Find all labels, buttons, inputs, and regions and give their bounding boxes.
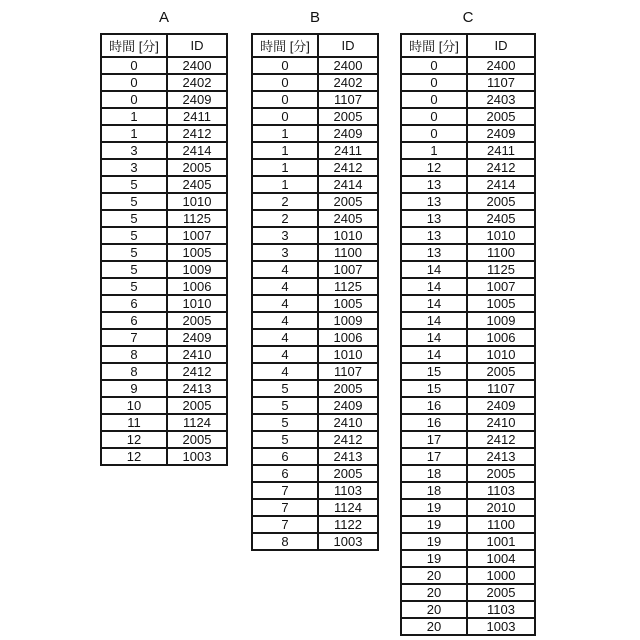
table-row [401,278,535,295]
time-cell: 4 [252,261,318,278]
id-cell: 2005 [318,380,378,397]
time-cell: 12 [101,431,167,448]
id-cell: 2413 [318,448,378,465]
table-row [401,159,535,176]
time-cell: 4 [252,363,318,380]
time-cell: 1 [252,125,318,142]
time-cell: 18 [401,465,467,482]
id-cell: 2400 [167,57,227,74]
id-cell: 1100 [467,516,535,533]
id-cell: 2400 [318,57,378,74]
time-cell: 8 [101,363,167,380]
table-row [252,482,378,499]
id-cell: 1010 [467,227,535,244]
table-row [401,465,535,482]
table-c-header-row [401,34,535,57]
time-cell: 6 [101,312,167,329]
table-row [401,516,535,533]
time-cell: 13 [401,210,467,227]
id-cell: 2005 [467,465,535,482]
time-cell: 12 [401,159,467,176]
id-cell: 1010 [318,346,378,363]
table-row [401,346,535,363]
id-cell: 2409 [467,397,535,414]
table-row [101,448,227,465]
table-row [401,329,535,346]
table-row [101,210,227,227]
time-cell: 5 [101,210,167,227]
table-row [401,176,535,193]
table-row [252,227,378,244]
table-row [401,57,535,74]
id-cell: 1100 [467,244,535,261]
time-cell: 2 [252,193,318,210]
time-cell: 4 [252,346,318,363]
time-cell: 1 [401,142,467,159]
id-cell: 2414 [467,176,535,193]
table-row [101,414,227,431]
id-cell: 1125 [167,210,227,227]
table-b-title: B [309,9,320,26]
time-cell: 7 [252,482,318,499]
id-cell: 1007 [318,261,378,278]
time-cell: 3 [252,227,318,244]
table-b-header-id: ID [318,34,378,57]
time-cell: 19 [401,499,467,516]
table-row [252,176,378,193]
time-cell: 19 [401,533,467,550]
time-cell: 1 [252,159,318,176]
id-cell: 2411 [318,142,378,159]
time-cell: 13 [401,244,467,261]
table-row [101,312,227,329]
time-cell: 5 [101,193,167,210]
table-row [252,261,378,278]
id-cell: 2412 [318,159,378,176]
table-row [401,363,535,380]
id-cell: 2414 [167,142,227,159]
time-cell: 19 [401,550,467,567]
table-row [252,499,378,516]
table-a-header-time: 時間 [分] [101,34,167,57]
table-row [252,210,378,227]
time-cell: 6 [252,448,318,465]
id-cell: 1007 [467,278,535,295]
table-row [252,125,378,142]
id-cell: 2409 [318,125,378,142]
table-row [252,346,378,363]
id-cell: 1103 [467,601,535,618]
id-cell: 1007 [167,227,227,244]
time-cell: 3 [252,244,318,261]
id-cell: 1010 [318,227,378,244]
table-row [252,57,378,74]
time-cell: 5 [252,397,318,414]
time-cell: 12 [101,448,167,465]
id-cell: 2414 [318,176,378,193]
time-cell: 5 [101,227,167,244]
table-a-title: A [158,9,169,26]
id-cell: 1009 [167,261,227,278]
table-row [101,176,227,193]
time-cell: 5 [252,380,318,397]
table-row [252,278,378,295]
id-cell: 2411 [167,108,227,125]
id-cell: 1107 [467,380,535,397]
time-cell: 20 [401,567,467,584]
id-cell: 2402 [167,74,227,91]
table-row [252,74,378,91]
table-row [101,431,227,448]
table-row [101,193,227,210]
table-row [252,244,378,261]
table-row [401,584,535,601]
id-cell: 2410 [167,346,227,363]
time-cell: 0 [101,91,167,108]
time-cell: 4 [252,329,318,346]
table-b-block [251,8,379,551]
time-cell: 5 [101,244,167,261]
table-row [401,74,535,91]
id-cell: 2412 [167,125,227,142]
table-row [101,244,227,261]
id-cell: 1010 [467,346,535,363]
id-cell: 1006 [318,329,378,346]
id-cell: 1009 [318,312,378,329]
id-cell: 1005 [167,244,227,261]
time-cell: 20 [401,618,467,635]
time-cell: 10 [101,397,167,414]
id-cell: 2409 [318,397,378,414]
id-cell: 1010 [167,295,227,312]
id-cell: 1122 [318,516,378,533]
table-row [252,414,378,431]
time-cell: 0 [252,108,318,125]
id-cell: 1107 [467,74,535,91]
id-cell: 1000 [467,567,535,584]
table-row [401,125,535,142]
table-row [252,380,378,397]
table-row [101,159,227,176]
table-row [401,91,535,108]
time-cell: 15 [401,380,467,397]
table-row [401,448,535,465]
table-row [401,244,535,261]
id-cell: 2005 [167,159,227,176]
table-row [101,380,227,397]
time-cell: 0 [252,74,318,91]
table-row [401,210,535,227]
table-row [252,431,378,448]
time-cell: 14 [401,329,467,346]
time-cell: 14 [401,346,467,363]
table-c-title: C [462,9,474,26]
table-row [401,414,535,431]
time-cell: 3 [101,142,167,159]
table-b-header-row [252,34,378,57]
time-cell: 2 [252,210,318,227]
id-cell: 2005 [318,193,378,210]
id-cell: 2412 [467,159,535,176]
table-row [101,91,227,108]
id-cell: 2005 [167,431,227,448]
time-cell: 5 [252,414,318,431]
table-row [401,550,535,567]
table-c-header-id: ID [467,34,535,57]
table-row [252,142,378,159]
id-cell: 1125 [318,278,378,295]
time-cell: 17 [401,431,467,448]
time-cell: 0 [401,57,467,74]
id-cell: 1124 [167,414,227,431]
time-cell: 0 [252,57,318,74]
id-cell: 1003 [167,448,227,465]
table-row [401,380,535,397]
table-row [252,329,378,346]
time-cell: 4 [252,295,318,312]
time-cell: 13 [401,176,467,193]
table-row [401,482,535,499]
time-cell: 13 [401,227,467,244]
time-cell: 6 [101,295,167,312]
table-row [401,142,535,159]
table-row [401,261,535,278]
time-cell: 14 [401,261,467,278]
table-row [252,397,378,414]
time-cell: 8 [252,533,318,550]
id-cell: 1006 [167,278,227,295]
time-cell: 14 [401,312,467,329]
id-cell: 1009 [467,312,535,329]
time-cell: 0 [101,57,167,74]
id-cell: 1125 [467,261,535,278]
time-cell: 11 [101,414,167,431]
table-row [401,193,535,210]
id-cell: 2412 [167,363,227,380]
id-cell: 2409 [467,125,535,142]
id-cell: 2413 [467,448,535,465]
table-row [101,125,227,142]
table-row [101,108,227,125]
time-cell: 14 [401,295,467,312]
id-cell: 1003 [467,618,535,635]
id-cell: 1003 [318,533,378,550]
table-row [101,329,227,346]
id-cell: 2005 [467,363,535,380]
table-row [252,91,378,108]
time-cell: 5 [101,278,167,295]
table-row [401,533,535,550]
id-cell: 2410 [318,414,378,431]
time-cell: 8 [101,346,167,363]
time-cell: 5 [252,431,318,448]
table-c-header-time: 時間 [分] [401,34,467,57]
time-cell: 7 [252,499,318,516]
table-a-header-id: ID [167,34,227,57]
time-cell: 0 [401,108,467,125]
time-cell: 9 [101,380,167,397]
id-cell: 1010 [167,193,227,210]
table-row [252,448,378,465]
time-cell: 1 [101,125,167,142]
time-cell: 14 [401,278,467,295]
time-cell: 0 [252,91,318,108]
id-cell: 2412 [467,431,535,448]
id-cell: 2412 [318,431,378,448]
time-cell: 7 [252,516,318,533]
id-cell: 2005 [318,108,378,125]
table-a-block [100,8,228,466]
id-cell: 2005 [167,312,227,329]
id-cell: 2409 [167,329,227,346]
table-row [101,261,227,278]
id-cell: 2413 [167,380,227,397]
table-b-header-time: 時間 [分] [252,34,318,57]
id-cell: 2405 [167,176,227,193]
time-cell: 4 [252,278,318,295]
time-cell: 1 [101,108,167,125]
time-cell: 4 [252,312,318,329]
id-cell: 2405 [318,210,378,227]
table-row [401,295,535,312]
table-c-block [400,8,536,636]
table-row [401,431,535,448]
table-row [252,108,378,125]
id-cell: 2005 [467,584,535,601]
time-cell: 1 [252,142,318,159]
table-b [251,33,379,551]
time-cell: 0 [401,91,467,108]
time-cell: 13 [401,193,467,210]
time-cell: 16 [401,397,467,414]
id-cell: 2403 [467,91,535,108]
id-cell: 2405 [467,210,535,227]
table-row [101,142,227,159]
table-row [252,193,378,210]
time-cell: 6 [252,465,318,482]
id-cell: 1107 [318,363,378,380]
time-cell: 0 [101,74,167,91]
time-cell: 20 [401,601,467,618]
table-row [101,295,227,312]
id-cell: 1103 [467,482,535,499]
table-row [252,159,378,176]
id-cell: 2409 [167,91,227,108]
table-row [101,397,227,414]
table-row [101,57,227,74]
id-cell: 2400 [467,57,535,74]
id-cell: 1006 [467,329,535,346]
time-cell: 3 [101,159,167,176]
time-cell: 5 [101,261,167,278]
table-row [401,567,535,584]
time-cell: 16 [401,414,467,431]
id-cell: 1124 [318,499,378,516]
table-row [401,312,535,329]
table-row [401,601,535,618]
id-cell: 1005 [467,295,535,312]
table-c [400,33,536,636]
table-row [252,295,378,312]
id-cell: 1103 [318,482,378,499]
table-row [401,499,535,516]
table-row [101,363,227,380]
id-cell: 2010 [467,499,535,516]
table-row [252,533,378,550]
id-cell: 2402 [318,74,378,91]
id-cell: 1005 [318,295,378,312]
table-row [252,363,378,380]
table-row [401,108,535,125]
time-cell: 17 [401,448,467,465]
time-cell: 20 [401,584,467,601]
table-row [101,227,227,244]
id-cell: 1107 [318,91,378,108]
id-cell: 1004 [467,550,535,567]
time-cell: 1 [252,176,318,193]
time-cell: 0 [401,125,467,142]
time-cell: 0 [401,74,467,91]
id-cell: 2005 [467,108,535,125]
table-row [101,346,227,363]
table-row [252,465,378,482]
table-a-header-row [101,34,227,57]
table-row [401,397,535,414]
time-cell: 15 [401,363,467,380]
table-row [101,74,227,91]
id-cell: 2411 [467,142,535,159]
id-cell: 1001 [467,533,535,550]
table-row [252,312,378,329]
id-cell: 2005 [318,465,378,482]
id-cell: 2005 [467,193,535,210]
time-cell: 5 [101,176,167,193]
id-cell: 1100 [318,244,378,261]
table-row [401,618,535,635]
table-row [101,278,227,295]
table-row [401,227,535,244]
time-cell: 18 [401,482,467,499]
time-cell: 19 [401,516,467,533]
table-a [100,33,228,466]
time-cell: 7 [101,329,167,346]
id-cell: 2410 [467,414,535,431]
table-row [252,516,378,533]
id-cell: 2005 [167,397,227,414]
